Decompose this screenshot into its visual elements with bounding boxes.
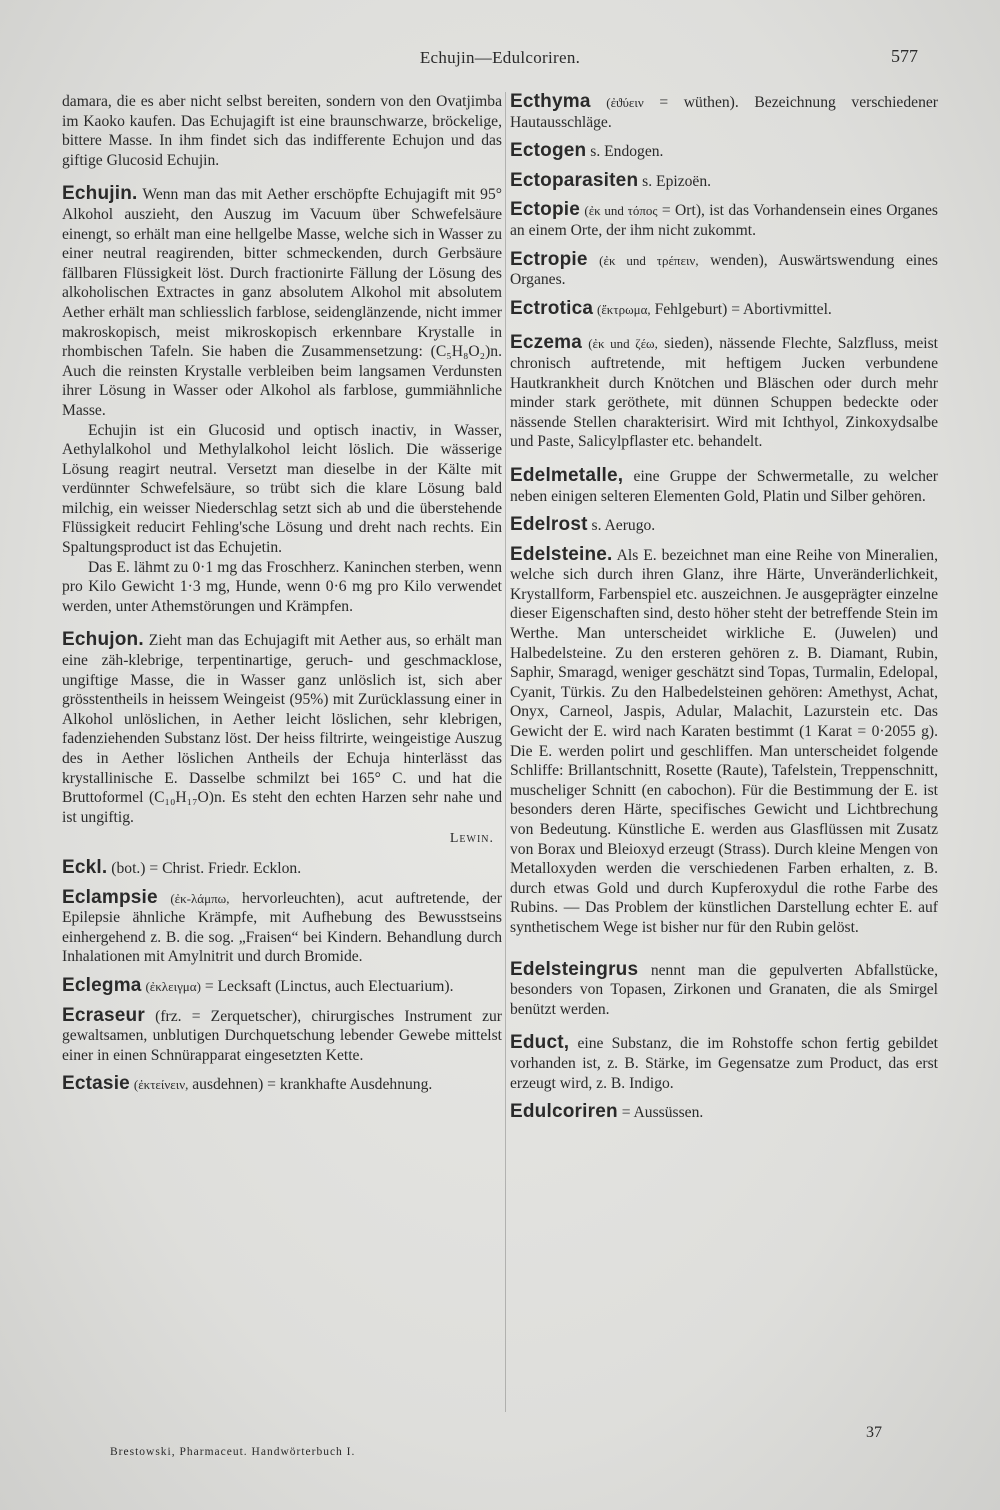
entry-headword: Echujin. (62, 183, 138, 205)
column-divider (505, 92, 506, 1412)
entry-greek: (ἐκτείνειν, (133, 1077, 189, 1093)
entry-text: nennt man die gepulverten Abfallstücke, besonders von Topasen, Zirkonen und Granaten, die als Smirgel benützt werden. (510, 961, 938, 1018)
entry-headword: Ectopie (510, 199, 581, 221)
entry-headword: Edelrost (510, 514, 588, 536)
left-column (62, 92, 502, 1104)
entry-text: eine Gruppe der Schwermetalle, zu welcher neben einigen selteren Elementen Gold, Platin und Silber gehören. (510, 467, 939, 505)
entry-text: = wüthen). Bezeichnung verschiedener Hautausschläge. (510, 94, 938, 131)
dictionary-entry (62, 1006, 502, 1066)
entry-text: Zieht man das Echujagift mit Aether aus, so erhält man eine zäh-klebrige, terpentinartige, geruch- und geschmacklose, ungiftige Masse, die in Wasser ganz unlöslich ist, sich aber grösstentheils in heissem Weingeist (95%) mit Zurücklassung einer in Alkohol unlöslichen, in Aether leicht löslichen, sehr klebrigen, fadenziehenden Substanz löst. Der heiss filtrirte, weingeistige Auszug des in Aether löslichen Antheils der Echuja hinterlässt das krystallinische E. Dasselbe schmilzt bei 165° C. und hat die Bruttoformel (C₁₀H₁₇O)n. Es steht den echten Harzen sehr nahe und ist ungiftig. (62, 632, 502, 826)
dictionary-entry (62, 184, 502, 616)
entry-text: ausdehnen) = krankhafte Ausdehnung. (192, 1076, 433, 1094)
dictionary-entry (62, 1074, 502, 1095)
entry-text: Wenn man das mit Aether erschöpfte Echujagift mit 95° Alkohol auszieht, den Auszug im Vacuum über Schwefelsäure einengt, so erhält man eine hellgelbe Masse, welche sich in Wasser zu einer neutral reagirenden, bitter schmeckenden, durch Gerbsäure fällbaren Flüssigkeit löst. Durch fractionirte Fällung der Lösung des alkoholischen Extractes in ganz absolutem Alkohol mit absolutem Aether erhält man schliesslich farblose, seidenglänzende, nicht immer makroskopisch, meist mikroskopisch erkennbare Krystalle in rhombischen Tafeln. Sie haben die Zusammensetzung: (C₅H₈O₂)n. Auch die reinsten Krystalle verbleiben beim langsamen Verdunsten ihrer Lösung in Wasser oder Alkohol als farblose, gummiähnliche Masse. (62, 186, 502, 419)
entry-paragraph: Das E. lähmt zu 0·1 mg das Froschherz. Kaninchen sterben, wenn pro Kilo Gewicht 1·3 mg, Hunde, wenn 0·6 mg pro Kilo verwendet werden, unter Athemstörungen und Krämpfen. (62, 558, 502, 615)
entry-greek: (ἐκ und ζέω, (588, 336, 658, 352)
sheet-signature: Brestowski, Pharmaceut. Handwörterbuch I. (110, 1446, 356, 1458)
dictionary-entry (510, 515, 938, 536)
dictionary-entry (510, 200, 938, 240)
entry-text: eine Substanz, die im Rohstoffe schon fertig gebildet vorhanden ist, z. B. Stärke, im Gegensatze zum Product, das erst erzeugt wird, z. B. Indigo. (510, 1035, 938, 1092)
dictionary-entry (62, 92, 502, 170)
entry-headword: Eczema (510, 332, 582, 354)
dictionary-entry (510, 299, 938, 320)
dictionary-entry (510, 171, 938, 192)
entry-text: s. Aerugo. (591, 517, 656, 535)
entry-text: = Aussüssen. (621, 1104, 704, 1122)
entry-text: s. Endogen. (590, 143, 664, 161)
entry-headword: Ectoparasiten (510, 169, 639, 191)
entry-headword: Educt, (510, 1032, 570, 1054)
sheet-number: 37 (866, 1424, 882, 1441)
entry-text: Als E. bezeichnet man eine Reihe von Mineralien, welche sich durch ihren Glanz, ihre Härte, Unveränderlichkeit, Krystallform, Farbenspiel etc. auszeichnen. Je ausgeprägter einzelne dieser Eigenschaften sind, desto höher steht der betreffende Stein im Werthe. Man unterscheidet wirkliche E. (Juwelen) und Halbedelsteine. Zu den ersteren gehören z. B. Diamant, Rubin, Saphir, Smaragd, weniger geschätzt sind Topas, Turmalin, Edelopal, Cyanit, Türkis. Zu den Halbedelsteinen gehören: Amethyst, Achat, Onyx, Carneol, Jaspis, Adular, Malachit, Lazurstein etc. Das Gewicht der E. wird nach Karaten bestimmt (1 Karat = 0·2055 g). Die E. werden polirt und geschliffen. Man unterscheidet folgende Schliffe: Brillantschnitt, Rosette (Raute), Tafelstein, Treppenschnitt, muscheliger Schnitt (en cabochon). Für die Bestimmung der E. ist besonders deren Härte, specifisches Gewicht und Lichtbrechung von Bedeutung. Künstliche E. werden aus Glasflüssen mit Zusatz von Borax und Bleioxyd erzeugt (Strass). Durch kleine Mengen von Metalloxyden werden die verschiedenen Farben erhalten, z. B. durch etwas Gold und durch Kupferoxydul die rothe Farbe des Rubins. — Das Problem der künstlichen Darstellung echter E. auf synthetischem Wege ist bisher nur für den Rubin gelöst. (510, 546, 938, 936)
dictionary-entry (510, 250, 938, 290)
dictionary-entry (510, 545, 938, 938)
entry-headword: Ectasie (62, 1073, 130, 1095)
dictionary-entry (510, 1102, 938, 1123)
entry-greek: (ἐκλειγμα) (145, 978, 201, 994)
dictionary-entry (62, 976, 502, 997)
entry-headword: Ecraseur (62, 1004, 145, 1026)
entry-greek: (ἔκτρωμα, (597, 301, 651, 317)
entry-greek: (ἐκ und τρέπειν, (599, 252, 699, 268)
dictionary-entry (510, 466, 938, 506)
entry-text: (bot.) = Christ. Friedr. Ecklon. (111, 859, 302, 877)
entry-headword: Eclampsie (62, 886, 158, 908)
entry-text: wenden), Auswärtswendung eines Organes. (510, 251, 938, 289)
entry-text: sieden), nässende Flechte, Salzfluss, meist chronisch auftretende, mit heftigem Jucken verbundene Hautkrankheit durch Knötchen und Bläschen oder durch mehr minder stark geröthete, mit dünnen Schuppen bedeckte oder nässende Stellen charakterisirt. Wird mit Ichthyol, Zinkoxydsalbe und Paste, Salicylpflaster etc. behandelt. (510, 335, 938, 451)
dictionary-entry (510, 333, 938, 452)
dictionary-entry (510, 141, 938, 162)
entry-greek: (ἐκ-λάμπω, (170, 890, 230, 906)
entry-headword: Ectogen (510, 140, 587, 162)
entry-headword: Edulcoriren (510, 1101, 618, 1123)
entry-headword: Edelsteine. (510, 543, 613, 565)
entry-text: hervorleuchten), acut auftretende, der Epilepsie ähnliche Krämpfe, mit Aufhebung des Bewusstseins einhergehend z. B. die sog. „Fraisen“ bei Kindern. Behandlung durch Inhalationen mit Amylnitrit und durch Bromide. (62, 889, 502, 966)
author-signature: Lewin. (449, 831, 494, 847)
entry-headword: Edelmetalle, (510, 464, 624, 486)
dictionary-entry (62, 630, 502, 849)
running-head: Echujin—Edulcoriren. (419, 48, 581, 67)
entry-headword: Echujon. (62, 629, 144, 651)
dictionary-entry (62, 858, 502, 879)
entry-headword: Eclegma (62, 974, 142, 996)
entry-text: Fehlgeburt) = Abortivmittel. (654, 300, 832, 318)
dictionary-entry (510, 92, 938, 132)
entry-text: (frz. = Zerquetscher), chirurgisches Instrument zur gewaltsamen, unblutigen Durchquetschung lebender Gewebe mittelst einer in einen Schnürapparat eingesetzten Kette. (62, 1007, 502, 1064)
entry-paragraph: Echujin ist ein Glucosid und optisch inactiv, in Wasser, Aethylalkohol und Methylalkohol leicht löslich. Die wässerige Lösung reagirt neutral. Versetzt man dieselbe in der Kälte mit verdünnter Schwefelsäure, so trübt sich die klare Lösung bald milchig, ein weisser Niederschlag setzt sich ab und die überstehende Flüssigkeit reducirt Fehling'sche Lösung und dreht nach rechts. Ein Spaltungsproduct ist das Echujetin. (62, 421, 502, 557)
entry-headword: Ecthyma (510, 91, 591, 112)
dictionary-entry (62, 888, 502, 967)
entry-greek: (ἐϑύειν (606, 95, 644, 110)
page-number: 577 (891, 46, 918, 66)
dictionary-entry (510, 1033, 938, 1093)
dictionary-entry (510, 960, 938, 1020)
entry-text: = Lecksaft (Linctus, auch Electuarium). (204, 977, 454, 995)
entry-text: damara, die es aber nicht selbst bereiten, sondern von den Ovatjimba im Kaoko kaufen. Das Echujagift ist eine braunschwarze, bröckelige, bittere Masse. In ihm findet sich das indifferente Echujon und das giftige Glucosid Echujin. (62, 93, 502, 169)
entry-text: = Ort), ist das Vorhandensein eines Organes an einem Orte, der ihm nicht zukommt. (510, 202, 938, 239)
entry-headword: Ectrotica (510, 297, 594, 319)
entry-headword: Ectropie (510, 248, 588, 270)
entry-headword: Edelsteingrus (510, 958, 639, 980)
entry-greek: (ἐκ und τόπος (584, 203, 658, 219)
right-column (510, 92, 938, 1132)
entry-headword: Eckl. (62, 856, 108, 878)
entry-text: s. Epizoën. (642, 172, 712, 190)
